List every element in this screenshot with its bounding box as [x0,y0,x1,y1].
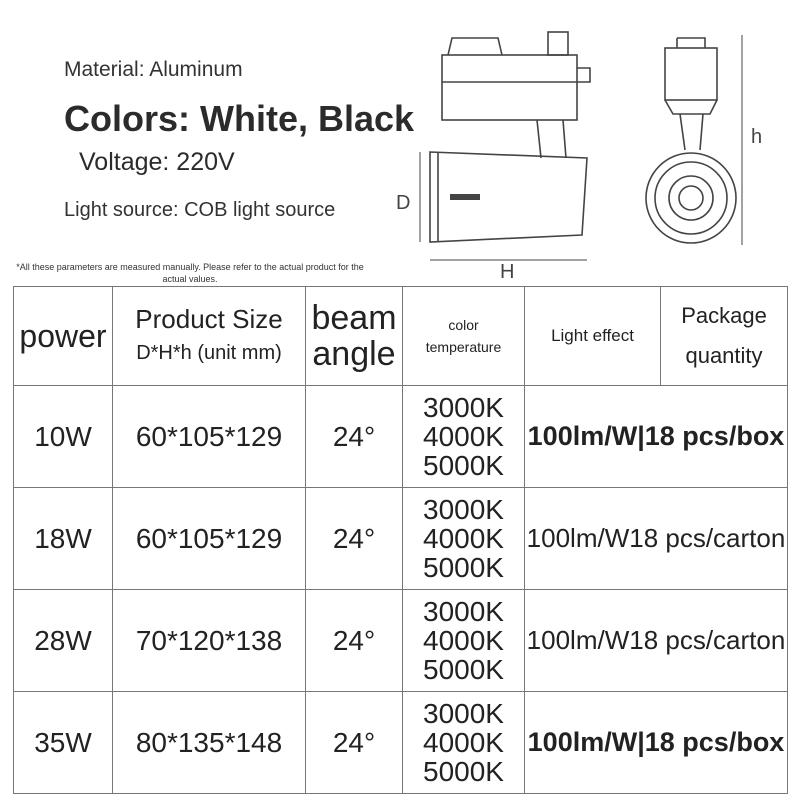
temp-value: 5000K [423,552,504,583]
header-beam-line1: beam [311,299,397,337]
adapter-body [442,55,577,120]
temp-value: 4000K [423,625,504,656]
package-value: 18 pcs/box [644,421,785,451]
header-color-line1: color [448,317,479,333]
effect-package-cell [525,386,788,488]
light-effect-value: 100lm/W [526,523,630,553]
header-size-line1: Product Size [135,304,283,334]
dimension-d-label: D [396,192,411,214]
angle-cell: 24° [306,488,403,590]
temp-value: 5000K [423,756,504,787]
temp-value: 4000K [423,727,504,758]
temp-value: 4000K [423,421,504,452]
table-row [14,488,788,590]
effect-package-cell [525,590,788,692]
material-spec: Material: Aluminum [64,58,243,81]
header-package-line1: Package [681,303,767,328]
effect-package-cell [525,692,788,794]
temp-value: 5000K [423,450,504,481]
colors-spec: Colors: White, Black [64,98,415,139]
table-header-row [14,287,788,386]
light-effect-value: 100lm/W [527,727,638,757]
temp-value: 3000K [423,392,504,423]
light-effect-value: 100lm/W [527,421,638,451]
dimension-h-lower-label: h [751,126,763,148]
angle-cell: 24° [306,386,403,488]
temp-value: 3000K [423,494,504,525]
temp-value: 3000K [423,698,504,729]
dimension-h-upper-label: H [500,261,515,283]
header-package-quantity [661,287,788,386]
header-beam-angle [306,287,403,386]
header-beam-line2: angle [312,335,396,373]
spec-table [13,286,788,794]
header-light-effect: Light effect [525,287,661,386]
size-cell: 70*120*138 [113,590,306,692]
size-cell: 60*105*129 [113,488,306,590]
power-cell: 10W [14,386,113,488]
temp-value: 4000K [423,523,504,554]
temp-value: 3000K [423,596,504,627]
table-row [14,386,788,488]
header-color-line2: temperature [425,339,502,355]
header-color-temperature [403,287,525,386]
temperature-cell [403,590,525,692]
effect-package-cell [525,488,788,590]
light-effect-value: 100lm/W [526,625,630,655]
angle-cell: 24° [306,692,403,794]
header-product-size [113,287,306,386]
measurement-note: *All these parameters are measured manually. Please refer to the actual product for the actual values. [16,262,364,284]
table-row [14,590,788,692]
temp-value: 5000K [423,654,504,685]
package-value: 18 pcs/box [644,727,785,757]
package-value: 18 pcs/carton [629,625,786,655]
lamp-front [646,153,736,243]
size-cell: 60*105*129 [113,386,306,488]
power-cell: 35W [14,692,113,794]
track-light-technical-drawing [390,20,780,285]
power-cell: 28W [14,590,113,692]
header-size-line2: D*H*h (unit mm) [136,342,282,364]
table-row [14,692,788,794]
temperature-cell [403,692,525,794]
size-cell: 80*135*148 [113,692,306,794]
package-value: 18 pcs/carton [629,523,786,553]
temperature-cell [403,488,525,590]
header-package-line2: quantity [685,343,763,368]
power-cell: 18W [14,488,113,590]
light-source-spec: Light source: COB light source [64,199,336,221]
separator: | [637,727,645,757]
separator: | [637,421,645,451]
header-power: power [14,287,113,386]
angle-cell: 24° [306,590,403,692]
voltage-spec: Voltage: 220V [79,148,235,176]
temperature-cell [403,386,525,488]
